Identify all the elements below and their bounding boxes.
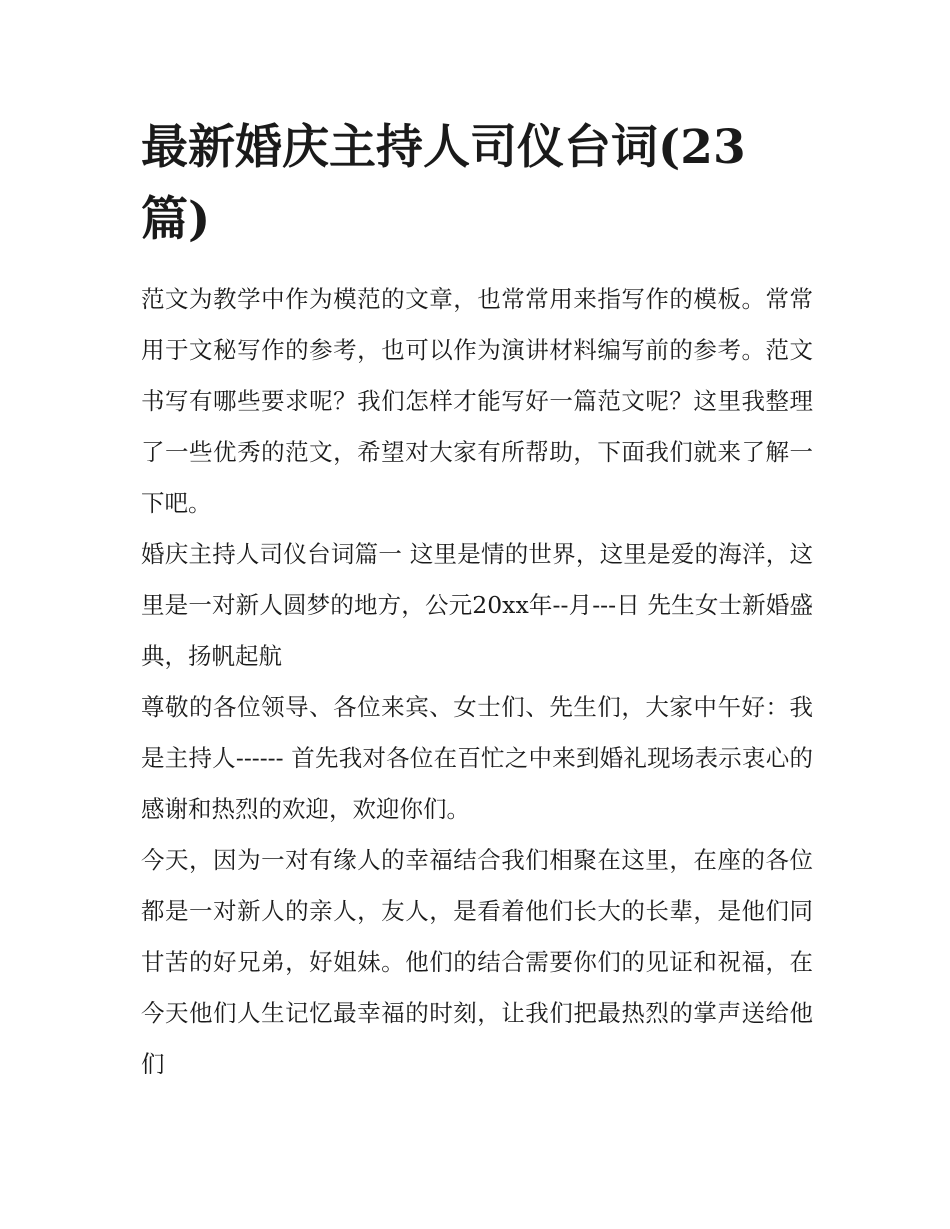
document-title: 最新婚庆主持人司仪台词(23篇) <box>141 120 746 247</box>
paragraph-opening: 婚庆主持人司仪台词篇一 这里是情的世界，这里是爱的海洋，这里是一对新人圆梦的地方，公元20xx年--月---日 先生女士新婚盛典，扬帆起航 <box>141 540 813 670</box>
paragraph-intro: 范文为教学中作为模范的文章，也常常用来指写作的模板。常常用于文秘写作的参考，也可以作为演讲材料编写前的参考。范文书写有哪些要求呢？我们怎样才能写好一篇范文呢？这里我整理了一些优秀的范文，希望对大家有所帮助，下面我们就来了解一下吧。 <box>141 285 813 517</box>
document-page <box>141 112 813 1090</box>
paragraph-greeting: 尊敬的各位领导、各位来宾、女士们、先生们，大家中午好：我是主持人------ 首先我对各位在百忙之中来到婚礼现场表示衷心的感谢和热烈的欢迎，欢迎你们。 <box>141 693 813 823</box>
paragraph-blessing: 今天，因为一对有缘人的幸福结合我们相聚在这里，在座的各位都是一对新人的亲人，友人，是看着他们长大的长辈，是他们同甘苦的好兄弟，好姐妹。他们的结合需要你们的见证和祝福，在今天他们人生记忆最幸福的时刻，让我们把最热烈的掌声送给他们 <box>141 846 813 1078</box>
